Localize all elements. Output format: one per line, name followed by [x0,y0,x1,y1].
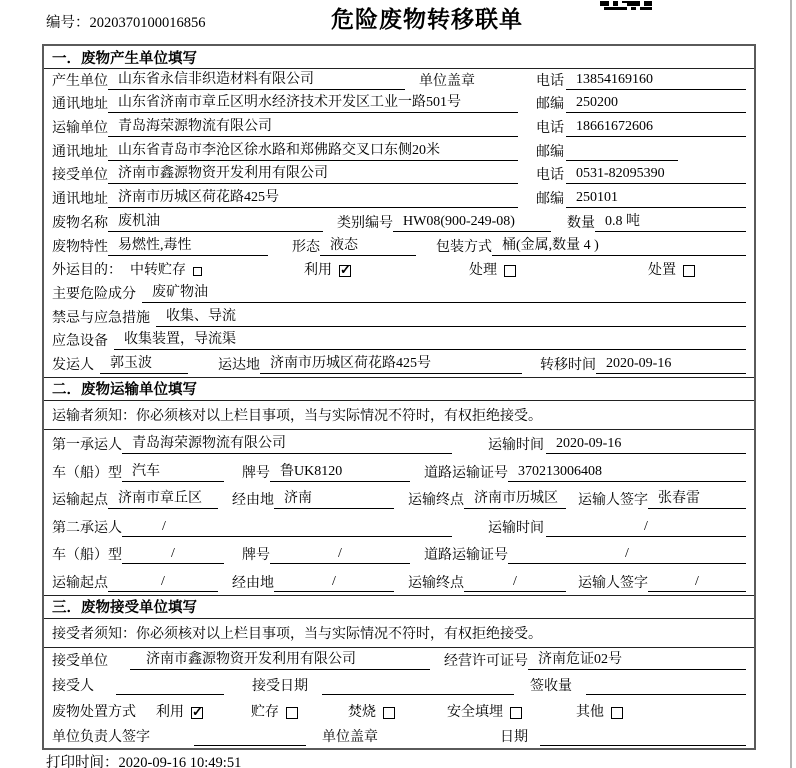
transporter-label: 运输单位 [52,121,108,137]
section1-title: 一．废物产生单位填写 [44,46,754,69]
transport-time-label: 运输时间 [488,520,544,536]
transport-time-value: 2020-09-16 [546,436,746,454]
address-label: 通讯地址 [52,192,108,208]
transporter-row [44,116,754,140]
transport-time-value: / [546,519,746,537]
acceptor-value [116,693,224,695]
carrier2-label: 第二承运人 [52,520,122,536]
carrier2-row [44,512,754,540]
producer-row [44,69,754,93]
route-via-label: 经由地 [232,493,274,509]
transporter-notice: 运输者须知：你必须核对以上栏目事项，当与实际情况不符时，有权拒绝接受。 [44,401,754,430]
taboo-value: 收集、导流 [156,305,746,327]
zip-group [536,188,746,208]
disposal-method-row [44,698,754,723]
route-start-value: 济南市章丘区 [108,487,218,509]
carrier-sign-label: 运输人签字 [578,575,648,591]
equip-value: 收集装置，导流渠 [114,328,746,350]
receiver-zip-value: 250101 [566,190,746,208]
destination-label: 运达地 [218,357,260,373]
waste-name-row [44,211,754,235]
receiver-address-row [44,187,754,211]
hazard-value: 废矿物油 [142,281,746,303]
serial-number-line [46,11,206,32]
route-start-label: 运输起点 [52,575,108,591]
unit-seal-label: 单位盖章 [419,73,475,89]
zip-label: 邮编 [536,192,564,208]
route-end-label: 运输终点 [408,493,464,509]
route-via-value: 济南 [274,487,394,509]
sign-qty-label: 签收量 [530,679,572,695]
packaging-value: 桶(金属,数量 4 ) [492,234,746,256]
responsible-sign-row [44,724,754,749]
waste-name-value: 废机油 [108,210,323,232]
page-right-edge [790,0,792,768]
serial-label: 编号： [46,15,90,31]
section2-title: 二．废物运输单位填写 [44,378,754,401]
hazard-label: 主要危险成分 [52,286,136,302]
transporter-zip-value [566,159,678,161]
section-producer [44,46,754,377]
disposal-option-label: 其他 [576,704,604,720]
route-end-value: / [464,574,566,592]
purpose-option-label: 处理 [469,263,497,279]
form-value: 液态 [320,234,416,256]
carrier2-value: / [122,519,452,537]
disposal-option-label: 利用 [156,704,184,720]
checkbox-checked-icon [339,265,351,277]
plate-label: 牌号 [242,548,270,564]
transport-time-group [488,434,746,454]
sign-qty-value [586,693,746,695]
head-sign-value [194,744,306,746]
disposal-option-label: 焚烧 [348,704,376,720]
phone-label: 电话 [536,168,564,184]
receiver-notice: 接受者须知：你必须核对以上栏目事项，当与实际情况不符时，有权拒绝接受。 [44,619,754,648]
transport-time-label: 运输时间 [488,438,544,454]
address-label: 通讯地址 [52,144,108,160]
print-time-label: 打印时间： [46,755,119,768]
vehicle-type-value: / [122,546,224,564]
purpose-option-label: 利用 [304,263,332,279]
checkbox-icon [193,267,202,276]
plate-value: 鲁UK8120 [270,460,410,482]
vehicle2-row [44,540,754,568]
license-value: 济南危证02号 [528,648,746,670]
route-end-value: 济南市历城区 [464,487,566,509]
plate-label: 牌号 [242,465,270,481]
checkbox-icon [510,707,522,719]
emergency-measures-row [44,306,754,330]
acceptor-row [44,673,754,698]
checkbox-icon [611,707,623,719]
purpose-option-label: 中转贮存 [130,263,186,279]
form-label: 形态 [292,239,320,255]
road-cert-label: 道路运输证号 [424,548,508,564]
qr-code-fragment-icon [600,0,652,16]
emergency-equipment-row [44,330,754,354]
checkbox-checked-icon [191,707,203,719]
form-table [42,44,756,750]
receiver-address-value: 济南市历城区荷花路425号 [108,186,518,208]
section-transporter [44,377,754,595]
plate-value: / [270,546,410,564]
transport-time-group [488,517,746,537]
route-via-label: 经由地 [232,575,274,591]
phone-label: 电话 [536,121,564,137]
checkbox-icon [683,265,695,277]
carrier-sign-value: 张春雷 [648,487,746,509]
section-receiver [44,595,754,749]
shipper-label: 发运人 [52,357,94,373]
route-via-value: / [274,574,394,592]
phone-label: 电话 [536,73,564,89]
route-start-label: 运输起点 [52,493,108,509]
purpose-row [44,259,754,283]
unit-seal-label: 单位盖章 [322,729,378,745]
receive-unit-value: 济南市鑫源物资开发利用有限公司 [130,648,430,670]
producer-address-row [44,93,754,117]
zip-group [536,141,746,161]
purpose-label: 外运目的： [52,263,122,279]
zip-group [536,93,746,113]
transporter-phone-value: 18661672606 [566,119,746,137]
receiver-label: 接受单位 [52,168,108,184]
producer-zip-value: 250200 [566,95,746,113]
zip-label: 邮编 [536,97,564,113]
accept-date-label: 接受日期 [252,679,308,695]
category-label: 类别编号 [337,215,393,231]
zip-label: 邮编 [536,144,564,160]
road-cert-label: 道路运输证号 [424,465,508,481]
hazard-component-row [44,282,754,306]
transfer-time-label: 转移时间 [540,357,596,373]
category-value: HW08(900-249-08) [393,214,551,232]
receiver-value: 济南市鑫源物资开发利用有限公司 [108,162,518,184]
acceptor-label: 接受人 [52,679,94,695]
address-label: 通讯地址 [52,97,108,113]
shipper-value: 郭玉波 [100,352,188,374]
route2-row [44,567,754,595]
carrier-sign-label: 运输人签字 [578,493,648,509]
trait-label: 废物特性 [52,239,108,255]
trait-value: 易燃性,毒性 [108,234,268,256]
route1-row [44,485,754,513]
disposal-label: 废物处置方式 [52,704,136,720]
carrier1-label: 第一承运人 [52,438,122,454]
shipper-row [44,353,754,377]
receive-unit-label: 接受单位 [52,654,108,670]
page-title: 危险废物转移联单 [331,7,523,32]
road-cert-value: 370213006408 [508,464,746,482]
producer-phone-value: 13854169160 [566,72,746,90]
taboo-label: 禁忌与应急措施 [52,310,150,326]
transporter-address-value: 山东省青岛市李沧区徐水路和郑佛路交叉口东侧20米 [108,139,518,161]
transporter-address-row [44,140,754,164]
vehicle-type-value: 汽车 [122,460,224,482]
phone-group [536,164,746,184]
section3-title: 三．废物接受单位填写 [44,596,754,619]
quantity-label: 数量 [567,215,595,231]
date-value [540,744,746,746]
receiver-phone-value: 0531-82095390 [566,166,746,184]
vehicle-type-label: 车（船）型 [52,548,122,564]
transporter-value: 青岛海荣源物流有限公司 [108,115,518,137]
vehicle1-row [44,457,754,485]
vehicle-type-label: 车（船）型 [52,465,122,481]
equip-label: 应急设备 [52,334,108,350]
road-cert-value: / [508,546,746,564]
transfer-time-value: 2020-09-16 [596,356,746,374]
head-sign-label: 单位负责人签字 [52,729,150,745]
checkbox-icon [383,707,395,719]
purpose-option-label: 处置 [648,263,676,279]
checkbox-icon [286,707,298,719]
producer-address-value: 山东省济南市章丘区明水经济技术开发区工业一路501号 [108,91,518,113]
disposal-option-label: 贮存 [251,704,279,720]
receiver-row [44,164,754,188]
phone-group [536,117,746,137]
carrier1-value: 青岛海荣源物流有限公司 [122,432,452,454]
carrier1-row [44,430,754,458]
route-start-value: / [108,574,218,592]
carrier-sign-value: / [648,574,746,592]
print-time-line [46,751,241,768]
waste-trait-row [44,235,754,259]
producer-value: 山东省永信非织造材料有限公司 [108,68,405,90]
serial-value: 2020370100016856 [89,15,206,31]
receive-unit-row [44,648,754,673]
destination-value: 济南市历城区荷花路425号 [260,352,522,374]
license-label: 经营许可证号 [444,654,528,670]
quantity-value: 0.8 吨 [595,210,746,232]
waste-name-label: 废物名称 [52,215,108,231]
date-label: 日期 [500,729,528,745]
checkbox-icon [504,265,516,277]
packaging-label: 包装方式 [436,239,492,255]
disposal-option-label: 安全填埋 [447,704,503,720]
print-time-value: 2020-09-16 10:49:51 [118,755,242,768]
accept-date-value [322,693,514,695]
phone-group [536,70,746,90]
route-end-label: 运输终点 [408,575,464,591]
producer-label: 产生单位 [52,73,108,89]
